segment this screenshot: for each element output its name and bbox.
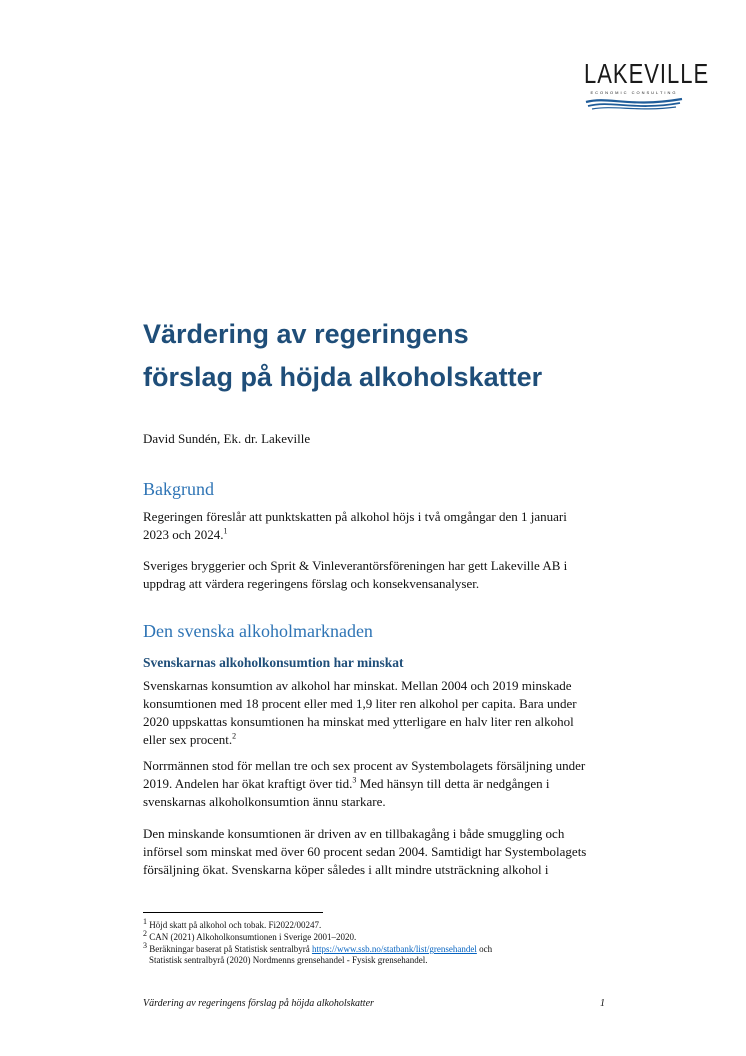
paragraph-bakgrund-2: Sveriges bryggerier och Sprit & Vinleverantörsföreningen har gett Lakeville AB i uppdrag att värdera regeringens förslag och konsekvensanalyser.	[143, 558, 568, 591]
title-line-1: Värdering av regeringens	[143, 319, 469, 349]
ssb-grensehandel-link[interactable]: https://www.ssb.no/statbank/list/grensehandel	[311, 944, 477, 954]
author-line: David Sundén, Ek. dr. Lakeville	[143, 431, 311, 446]
page-number: 1	[600, 998, 605, 1009]
footnote-ref-1[interactable]: 1	[223, 526, 228, 536]
title-line-2: förslag på höjda alkoholskatter	[143, 362, 543, 392]
document-title	[143, 313, 663, 399]
footnote-ref-3[interactable]: 3	[352, 775, 357, 785]
heading-bakgrund: Bakgrund	[143, 479, 214, 499]
logo-wave-icon	[584, 96, 684, 112]
footnote-3: $^3$ Beräkningar baserat på Statistisk sentralbyrå https://www.ssb.no/statbank/list/grensehandel och Statistisk sentralbyrå (2020) Nordmenns grensehandel - Fysisk grensehandel.	[143, 941, 493, 965]
heading-svenska-alkoholmarknaden: Den svenska alkoholmarknaden	[143, 621, 373, 641]
footnote-divider	[143, 912, 323, 913]
paragraph-konsumtion-1: Svenskarnas konsumtion av alkohol har minskat. Mellan 2004 och 2019 minskade konsumtionen med 18 procent eller med 1,9 liter ren alkohol per capita. Bara under 2020 uppskattas konsumtionen ha minskat med ytterligare en halv liter ren alkohol eller sex procent.$^2$	[143, 678, 577, 747]
footer-title: Värdering av regeringens förslag på höjda alkoholskatter	[143, 998, 374, 1009]
paragraph-konsumtion-3: Den minskande konsumtionen är driven av en tillbakagång i både smuggling och införsel som minskat med över 60 procent sedan 2004. Samtidigt har Systembolagets försäljning ökat. Svenskarna köper således i allt mindre utsträckning alkohol i	[143, 826, 587, 877]
subheading-konsumtion: Svenskarnas alkoholkonsumtion har minskat	[143, 655, 404, 670]
paragraph-konsumtion-2: Norrmännen stod för mellan tre och sex procent av Systembolagets försäljning under 2019. Andelen har ökat kraftigt över tid.$^3$ Med hänsyn till detta är nedgången i svenskarnas alkoholkonsumtion ännu starkare.	[143, 758, 586, 809]
lakeville-logo	[584, 58, 710, 116]
footnote-ref-2[interactable]: 2	[232, 731, 237, 741]
logo-subtitle: ECONOMIC CONSULTING	[590, 90, 678, 95]
paragraph-bakgrund-1: Regeringen föreslår att punktskatten på alkohol höjs i två omgångar den 1 januari 2023 och 2024.$^1$	[143, 509, 567, 542]
page-footer	[143, 998, 605, 1009]
footnote-2: $^2$ CAN (2021) Alkoholkonsumtionen i Sverige 2001–2020.	[143, 929, 357, 942]
logo-wordmark: LAKEVILLE	[584, 58, 710, 90]
footnote-1: $^1$ Höjd skatt på alkohol och tobak. Fi2022/00247.	[143, 917, 322, 930]
